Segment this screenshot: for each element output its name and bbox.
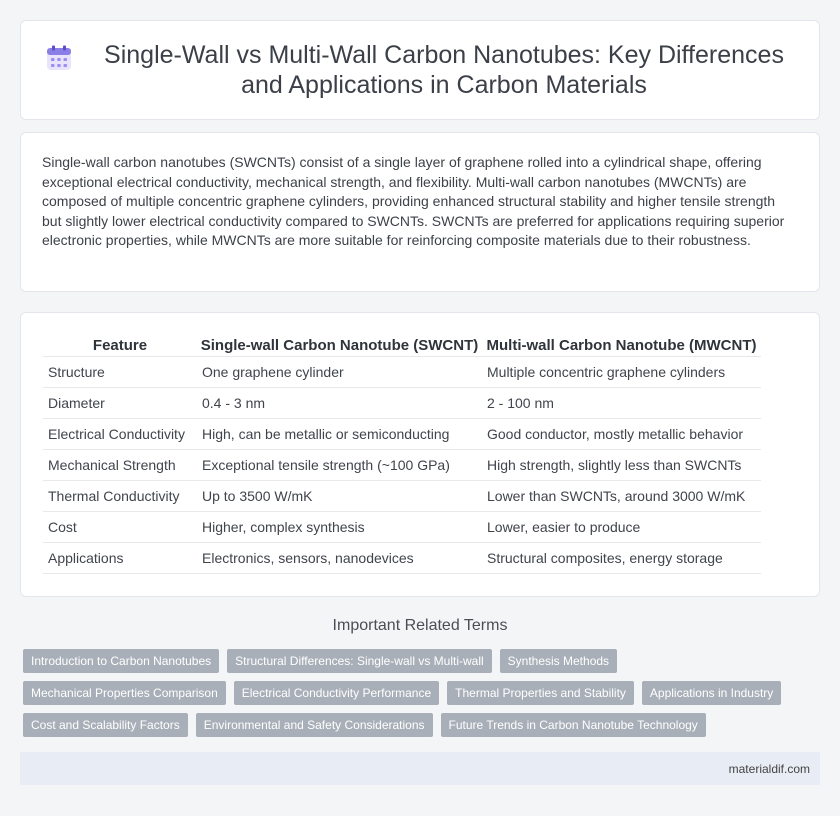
table-cell: Structure — [43, 357, 197, 388]
table-cell: Mechanical Strength — [43, 450, 197, 481]
header-card — [20, 20, 820, 120]
comparison-table-card — [20, 312, 820, 597]
column-header: Feature — [43, 333, 197, 357]
table-row — [43, 543, 761, 574]
related-term-tag[interactable]: Structural Differences: Single-wall vs Multi-wall — [227, 649, 492, 673]
page-title: Single-Wall vs Multi-Wall Carbon Nanotubes: Key Differences and Applications in Carbon Materials — [104, 41, 784, 99]
comparison-table — [43, 333, 761, 574]
footer-site-link[interactable]: materialdif.com — [728, 761, 810, 776]
table-cell: 0.4 - 3 nm — [197, 388, 482, 419]
intro-card — [20, 132, 820, 292]
related-term-tag[interactable]: Environmental and Safety Considerations — [196, 713, 433, 737]
table-cell: Electrical Conductivity — [43, 419, 197, 450]
title-wrap — [40, 40, 800, 100]
related-term-tag[interactable]: Synthesis Methods — [500, 649, 617, 673]
table-cell: High, can be metallic or semiconducting — [197, 419, 482, 450]
related-term-tag[interactable]: Introduction to Carbon Nanotubes — [23, 649, 219, 673]
table-cell: Up to 3500 W/mK — [197, 481, 482, 512]
related-term-tag[interactable]: Electrical Conductivity Performance — [234, 681, 439, 705]
tag-row — [23, 681, 823, 705]
table-cell: Lower, easier to produce — [482, 512, 761, 543]
table-row — [43, 357, 761, 388]
table-cell: Multiple concentric graphene cylinders — [482, 357, 761, 388]
related-term-tag[interactable]: Cost and Scalability Factors — [23, 713, 188, 737]
calendar-icon — [46, 45, 72, 71]
table-cell: 2 - 100 nm — [482, 388, 761, 419]
related-term-tag[interactable]: Thermal Properties and Stability — [447, 681, 634, 705]
table-row — [43, 512, 761, 543]
table-row — [43, 388, 761, 419]
table-row — [43, 481, 761, 512]
table-cell: Structural composites, energy storage — [482, 543, 761, 574]
table-row — [43, 450, 761, 481]
table-cell: Good conductor, mostly metallic behavior — [482, 419, 761, 450]
tag-row — [23, 649, 823, 673]
table-cell: One graphene cylinder — [197, 357, 482, 388]
table-cell: Cost — [43, 512, 197, 543]
related-terms-heading: Important Related Terms — [332, 617, 508, 634]
footer-bar — [20, 752, 820, 785]
table-cell: Exceptional tensile strength (~100 GPa) — [197, 450, 482, 481]
table-cell: Thermal Conductivity — [43, 481, 197, 512]
related-term-tag[interactable]: Future Trends in Carbon Nanotube Technology — [441, 713, 706, 737]
table-cell: High strength, slightly less than SWCNTs — [482, 450, 761, 481]
column-header: Multi-wall Carbon Nanotube (MWCNT) — [482, 333, 761, 357]
related-term-tag[interactable]: Mechanical Properties Comparison — [23, 681, 226, 705]
related-term-tag[interactable]: Applications in Industry — [642, 681, 781, 705]
table-cell: Higher, complex synthesis — [197, 512, 482, 543]
table-cell: Electronics, sensors, nanodevices — [197, 543, 482, 574]
intro-text: Single-wall carbon nanotubes (SWCNTs) consist of a single layer of graphene rolled into a cylindrical shape, offering exceptional electrical conductivity, mechanical strength, and flexibility. Multi-wall carbon nanotubes (MWCNTs) are composed of multiple concentric graphene cylinders, providing enhanced structural stability and higher tensile strength but slightly lower electrical conductivity compared to SWCNTs. SWCNTs are preferred for applications requiring superior electronic properties, while MWCNTs are more suitable for reinforcing composite materials due to their robustness. — [42, 154, 785, 248]
table-cell: Diameter — [43, 388, 197, 419]
table-cell: Applications — [43, 543, 197, 574]
related-terms-list — [23, 649, 823, 745]
table-header-row — [43, 333, 761, 357]
column-header: Single-wall Carbon Nanotube (SWCNT) — [197, 333, 482, 357]
table-row — [43, 419, 761, 450]
table-cell: Lower than SWCNTs, around 3000 W/mK — [482, 481, 761, 512]
tag-row — [23, 713, 823, 737]
